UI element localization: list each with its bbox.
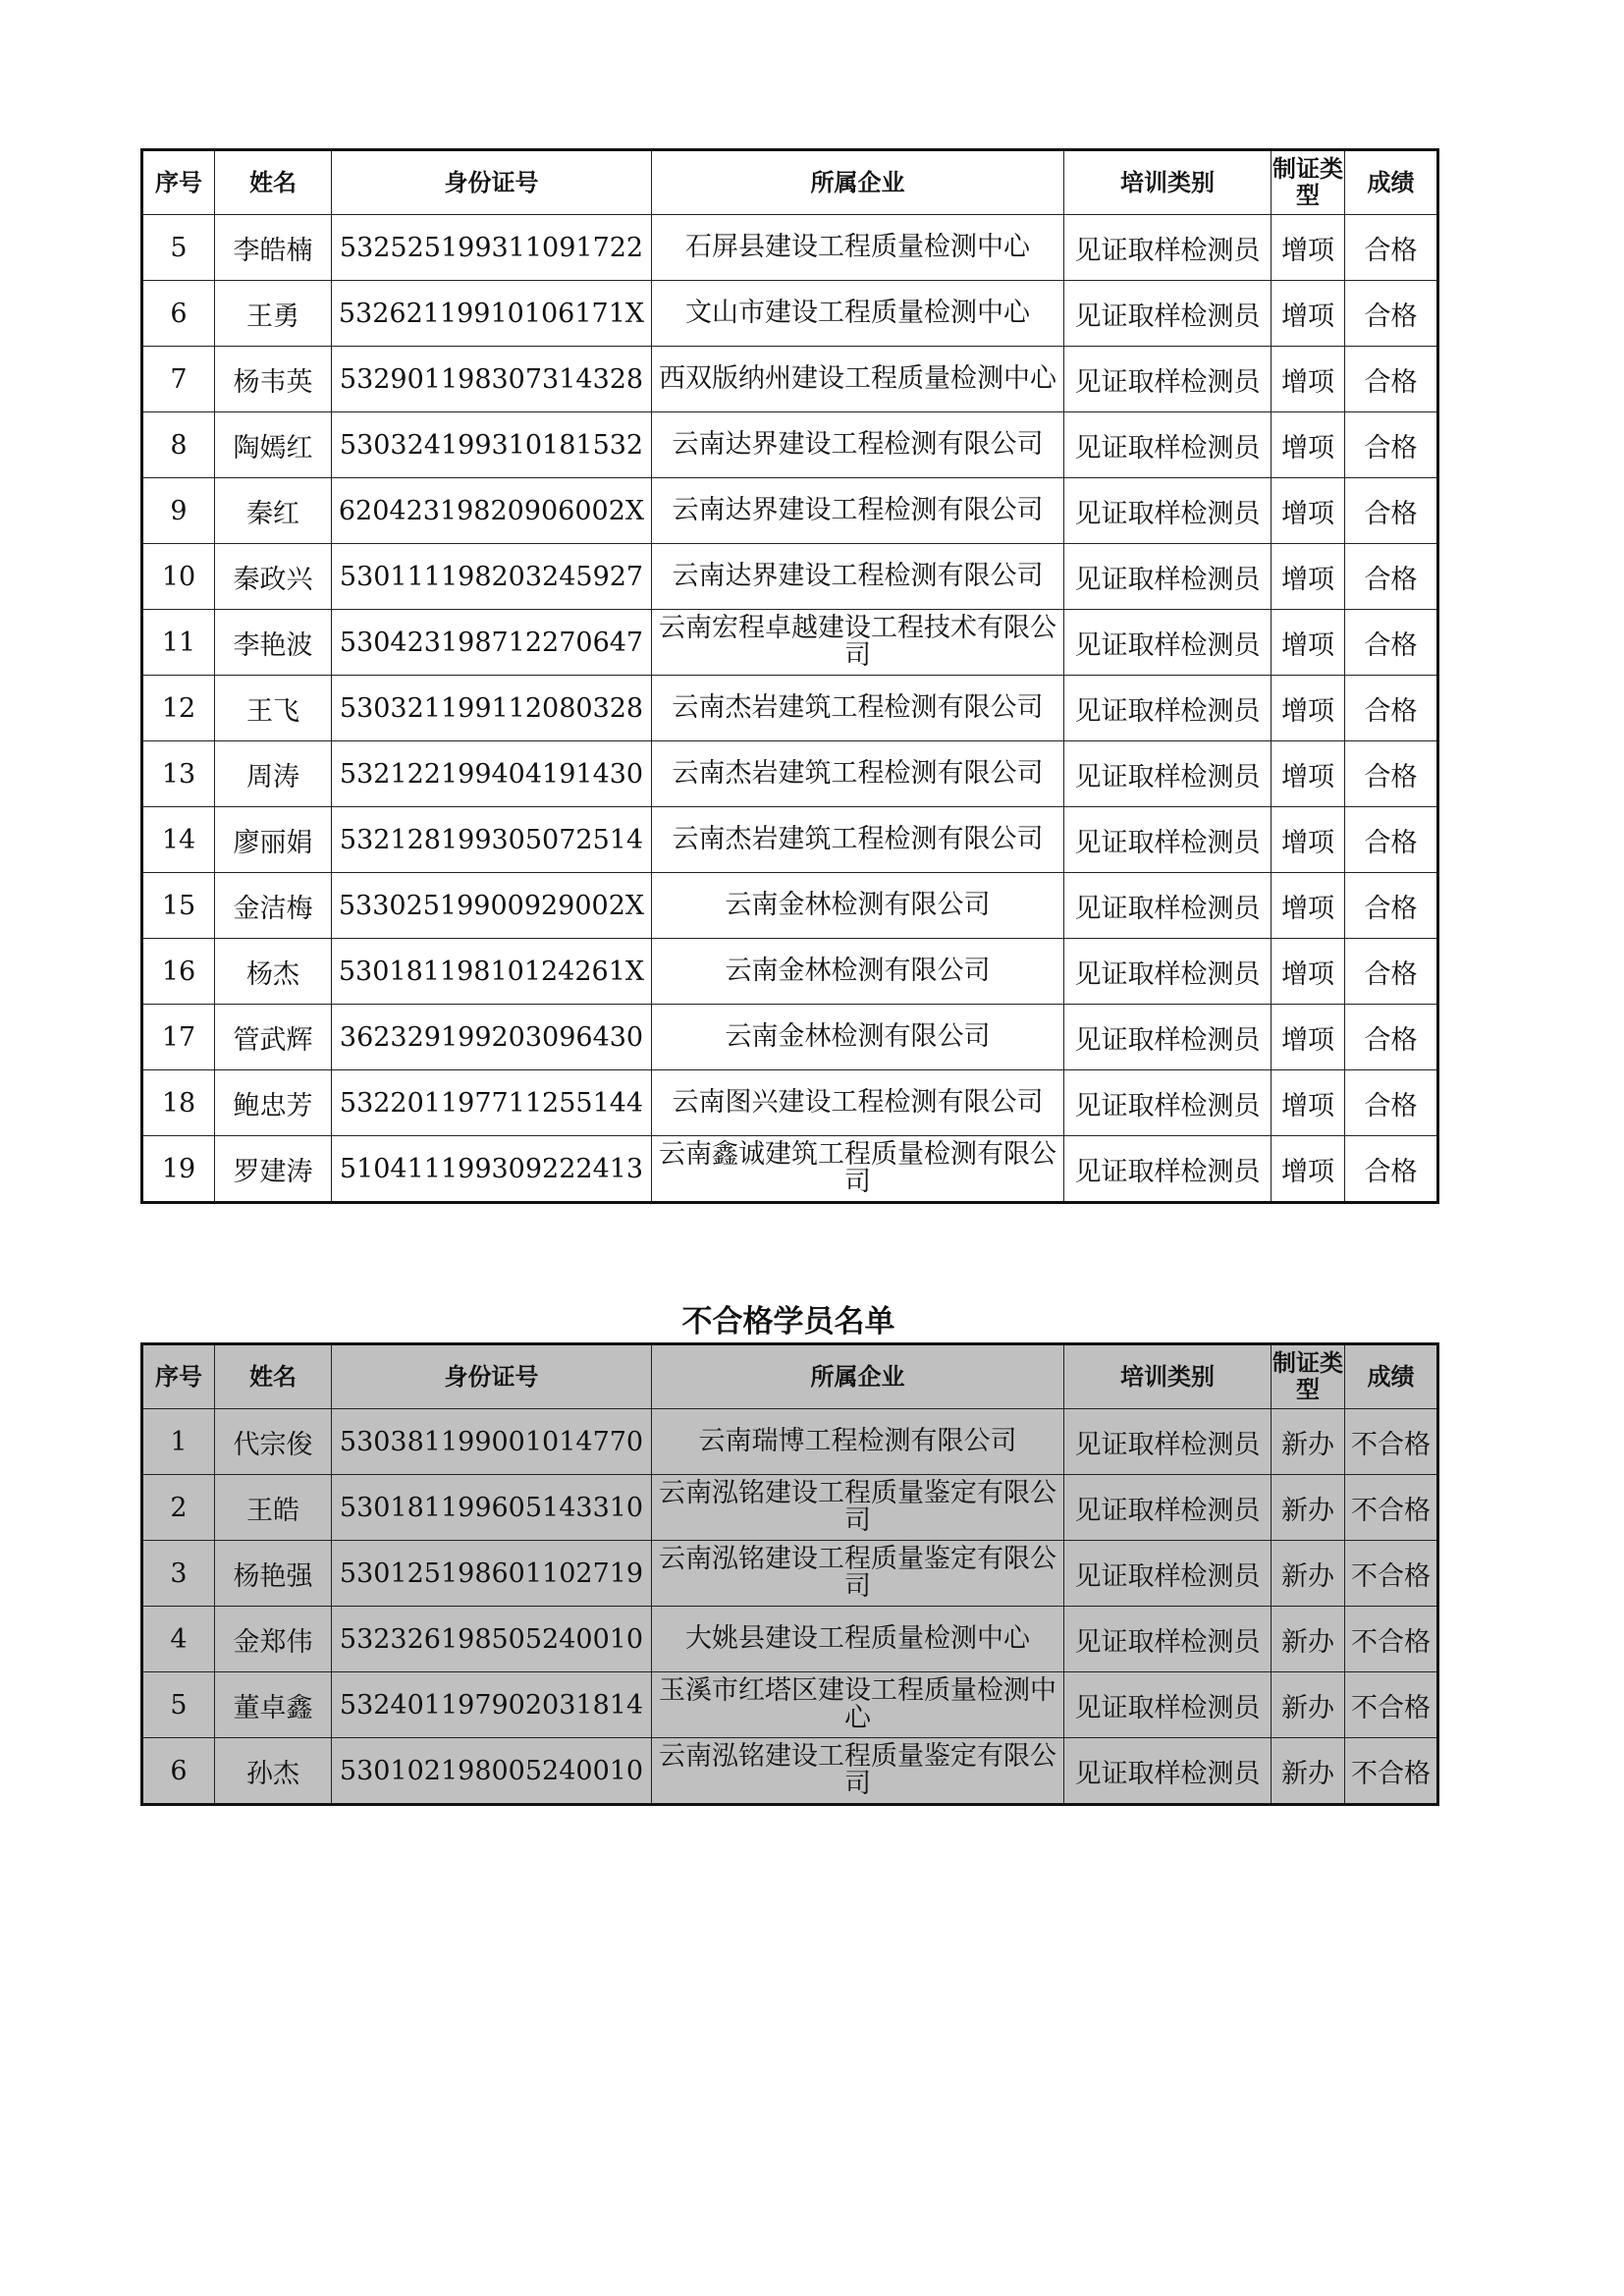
table-row	[142, 1607, 1438, 1672]
table-row	[142, 807, 1438, 873]
cell-cert-type: 新办	[1272, 1541, 1345, 1607]
table-row	[142, 347, 1438, 412]
company-name-text: 云南瑞博工程检测有限公司	[698, 1426, 1017, 1456]
cell-no: 6	[142, 281, 215, 347]
cell-category: 见证取样检测员	[1064, 741, 1272, 807]
cell-cert-type: 新办	[1272, 1607, 1345, 1672]
cell-id-number: 532401197902031814	[332, 1672, 652, 1738]
cell-no: 6	[142, 1738, 215, 1805]
table-row	[142, 281, 1438, 347]
cell-no: 13	[142, 741, 215, 807]
cell-cert-type: 增项	[1272, 741, 1345, 807]
cell-name: 陶嫣红	[215, 412, 332, 478]
table-row	[142, 1475, 1438, 1541]
passed-table-body	[142, 215, 1438, 1203]
cell-name: 杨韦英	[215, 347, 332, 412]
table-row	[142, 1541, 1438, 1607]
header-company: 所属企业	[652, 1344, 1064, 1409]
cell-category: 见证取样检测员	[1064, 1136, 1272, 1203]
cell-id-number: 530181199605143310	[332, 1475, 652, 1541]
cell-result: 合格	[1345, 478, 1438, 544]
cell-no: 5	[142, 215, 215, 281]
cell-name: 金郑伟	[215, 1607, 332, 1672]
cell-id-number: 532128199305072514	[332, 807, 652, 873]
cell-id-number: 532201197711255144	[332, 1070, 652, 1136]
cell-company	[652, 1541, 1064, 1607]
header-cert-type: 制证类型	[1272, 1344, 1345, 1409]
cell-name: 李艳波	[215, 610, 332, 676]
cell-company	[652, 807, 1064, 873]
cell-cert-type: 增项	[1272, 807, 1345, 873]
cell-company	[652, 1607, 1064, 1672]
company-name-text: 云南泓铭建设工程质量鉴定有限公司	[659, 1544, 1056, 1602]
cell-cert-type: 新办	[1272, 1738, 1345, 1805]
company-name-text: 云南达界建设工程检测有限公司	[672, 495, 1044, 525]
cell-name: 金洁梅	[215, 873, 332, 939]
cell-company	[652, 873, 1064, 939]
cell-name: 杨杰	[215, 939, 332, 1005]
cell-category: 见证取样检测员	[1064, 676, 1272, 741]
header-id: 身份证号	[332, 1344, 652, 1409]
table-row	[142, 215, 1438, 281]
cell-id-number: 53302519900929002X	[332, 873, 652, 939]
header-company: 所属企业	[652, 150, 1064, 215]
cell-result: 合格	[1345, 807, 1438, 873]
table-header-row	[142, 150, 1438, 215]
cell-no: 14	[142, 807, 215, 873]
header-cert-type: 制证类型	[1272, 150, 1345, 215]
company-name-text: 云南达界建设工程检测有限公司	[672, 561, 1044, 591]
cell-result: 合格	[1345, 1070, 1438, 1136]
table-row	[142, 873, 1438, 939]
passed-students-table	[140, 148, 1439, 1204]
cell-no: 17	[142, 1005, 215, 1070]
company-name-text: 云南金林检测有限公司	[725, 1021, 991, 1052]
cell-cert-type: 新办	[1272, 1672, 1345, 1738]
cell-id-number: 530102198005240010	[332, 1738, 652, 1805]
cell-result: 合格	[1345, 281, 1438, 347]
cell-name: 秦政兴	[215, 544, 332, 610]
cell-category: 见证取样检测员	[1064, 1607, 1272, 1672]
cell-id-number: 510411199309222413	[332, 1136, 652, 1203]
cell-category: 见证取样检测员	[1064, 544, 1272, 610]
cell-id-number: 532525199311091722	[332, 215, 652, 281]
cell-name: 罗建涛	[215, 1136, 332, 1203]
cell-id-number: 530423198712270647	[332, 610, 652, 676]
table-header-row	[142, 1344, 1438, 1409]
cell-company	[652, 347, 1064, 412]
cell-company	[652, 741, 1064, 807]
cell-result: 合格	[1345, 610, 1438, 676]
cell-no: 3	[142, 1541, 215, 1607]
cell-cert-type: 新办	[1272, 1409, 1345, 1475]
cell-cert-type: 增项	[1272, 215, 1345, 281]
cell-id-number: 53018119810124261X	[332, 939, 652, 1005]
cell-result: 合格	[1345, 873, 1438, 939]
company-name-text: 西双版纳州建设工程质量检测中心	[659, 363, 1056, 394]
cell-cert-type: 增项	[1272, 347, 1345, 412]
company-name-text: 云南金林检测有限公司	[725, 890, 991, 920]
cell-result: 合格	[1345, 676, 1438, 741]
cell-company	[652, 676, 1064, 741]
cell-cert-type: 新办	[1272, 1475, 1345, 1541]
cell-result: 不合格	[1345, 1541, 1438, 1607]
cell-cert-type: 增项	[1272, 544, 1345, 610]
company-name-text: 云南泓铭建设工程质量鉴定有限公司	[659, 1741, 1056, 1799]
failed-students-table	[140, 1342, 1439, 1806]
cell-name: 杨艳强	[215, 1541, 332, 1607]
cell-category: 见证取样检测员	[1064, 1005, 1272, 1070]
cell-result: 合格	[1345, 1136, 1438, 1203]
cell-name: 王皓	[215, 1475, 332, 1541]
failed-table-body	[142, 1409, 1438, 1805]
cell-id-number: 532122199404191430	[332, 741, 652, 807]
cell-cert-type: 增项	[1272, 676, 1345, 741]
cell-no: 5	[142, 1672, 215, 1738]
cell-company	[652, 1005, 1064, 1070]
cell-id-number: 532326198505240010	[332, 1607, 652, 1672]
cell-company	[652, 610, 1064, 676]
company-name-text: 大姚县建设工程质量检测中心	[685, 1623, 1030, 1654]
cell-no: 1	[142, 1409, 215, 1475]
cell-id-number: 530125198601102719	[332, 1541, 652, 1607]
cell-category: 见证取样检测员	[1064, 347, 1272, 412]
cell-cert-type: 增项	[1272, 478, 1345, 544]
cell-no: 12	[142, 676, 215, 741]
cell-name: 王勇	[215, 281, 332, 347]
header-category: 培训类别	[1064, 1344, 1272, 1409]
header-name: 姓名	[215, 1344, 332, 1409]
table-row	[142, 412, 1438, 478]
cell-result: 不合格	[1345, 1475, 1438, 1541]
header-no: 序号	[142, 150, 215, 215]
cell-no: 11	[142, 610, 215, 676]
cell-name: 秦红	[215, 478, 332, 544]
cell-company	[652, 215, 1064, 281]
company-name-text: 文山市建设工程质量检测中心	[685, 298, 1030, 328]
header-result: 成绩	[1345, 1344, 1438, 1409]
company-name-text: 云南宏程卓越建设工程技术有限公司	[659, 613, 1056, 671]
cell-cert-type: 增项	[1272, 1005, 1345, 1070]
table-row	[142, 1738, 1438, 1805]
cell-result: 不合格	[1345, 1607, 1438, 1672]
cell-no: 16	[142, 939, 215, 1005]
cell-name: 孙杰	[215, 1738, 332, 1805]
cell-company	[652, 478, 1064, 544]
cell-id-number: 530381199001014770	[332, 1409, 652, 1475]
table-row	[142, 741, 1438, 807]
cell-name: 鲍忠芳	[215, 1070, 332, 1136]
cell-category: 见证取样检测员	[1064, 215, 1272, 281]
header-result: 成绩	[1345, 150, 1438, 215]
cell-name: 廖丽娟	[215, 807, 332, 873]
cell-company	[652, 412, 1064, 478]
cell-result: 合格	[1345, 741, 1438, 807]
table-row	[142, 544, 1438, 610]
header-id: 身份证号	[332, 150, 652, 215]
cell-result: 合格	[1345, 347, 1438, 412]
cell-company	[652, 1409, 1064, 1475]
cell-id-number: 62042319820906002X	[332, 478, 652, 544]
table-row	[142, 610, 1438, 676]
company-name-text: 云南杰岩建筑工程检测有限公司	[672, 824, 1044, 854]
cell-category: 见证取样检测员	[1064, 939, 1272, 1005]
cell-id-number: 532901198307314328	[332, 347, 652, 412]
cell-result: 合格	[1345, 215, 1438, 281]
cell-name: 代宗俊	[215, 1409, 332, 1475]
cell-cert-type: 增项	[1272, 939, 1345, 1005]
cell-company	[652, 1070, 1064, 1136]
company-name-text: 云南杰岩建筑工程检测有限公司	[672, 758, 1044, 789]
cell-id-number: 530321199112080328	[332, 676, 652, 741]
cell-name: 周涛	[215, 741, 332, 807]
cell-no: 8	[142, 412, 215, 478]
table-row	[142, 1005, 1438, 1070]
cell-category: 见证取样检测员	[1064, 807, 1272, 873]
cell-name: 管武辉	[215, 1005, 332, 1070]
table-row	[142, 478, 1438, 544]
cell-no: 2	[142, 1475, 215, 1541]
cell-id-number: 530111198203245927	[332, 544, 652, 610]
cell-category: 见证取样检测员	[1064, 873, 1272, 939]
company-name-text: 云南杰岩建筑工程检测有限公司	[672, 692, 1044, 723]
cell-cert-type: 增项	[1272, 281, 1345, 347]
company-name-text: 云南鑫诚建筑工程质量检测有限公司	[659, 1139, 1056, 1197]
cell-company	[652, 1475, 1064, 1541]
cell-result: 合格	[1345, 544, 1438, 610]
cell-category: 见证取样检测员	[1064, 1070, 1272, 1136]
cell-category: 见证取样检测员	[1064, 1738, 1272, 1805]
cell-result: 合格	[1345, 412, 1438, 478]
table-row	[142, 939, 1438, 1005]
cell-name: 董卓鑫	[215, 1672, 332, 1738]
failed-section-title: 不合格学员名单	[681, 1304, 895, 1339]
cell-cert-type: 增项	[1272, 873, 1345, 939]
table-row	[142, 1672, 1438, 1738]
cell-no: 10	[142, 544, 215, 610]
cell-category: 见证取样检测员	[1064, 281, 1272, 347]
cell-cert-type: 增项	[1272, 1136, 1345, 1203]
cell-result: 不合格	[1345, 1738, 1438, 1805]
cell-result: 不合格	[1345, 1409, 1438, 1475]
company-name-text: 云南达界建设工程检测有限公司	[672, 429, 1044, 460]
table-row	[142, 1070, 1438, 1136]
cell-company	[652, 1738, 1064, 1805]
cell-company	[652, 1136, 1064, 1203]
cell-category: 见证取样检测员	[1064, 478, 1272, 544]
header-no: 序号	[142, 1344, 215, 1409]
cell-no: 18	[142, 1070, 215, 1136]
cell-result: 合格	[1345, 1005, 1438, 1070]
table-row	[142, 676, 1438, 741]
cell-category: 见证取样检测员	[1064, 1475, 1272, 1541]
cell-no: 19	[142, 1136, 215, 1203]
company-name-text: 云南金林检测有限公司	[725, 956, 991, 986]
cell-cert-type: 增项	[1272, 610, 1345, 676]
cell-company	[652, 544, 1064, 610]
cell-category: 见证取样检测员	[1064, 1409, 1272, 1475]
cell-company	[652, 1672, 1064, 1738]
cell-no: 15	[142, 873, 215, 939]
company-name-text: 石屏县建设工程质量检测中心	[685, 232, 1030, 262]
cell-no: 9	[142, 478, 215, 544]
cell-result: 不合格	[1345, 1672, 1438, 1738]
header-category: 培训类别	[1064, 150, 1272, 215]
cell-company	[652, 939, 1064, 1005]
cell-cert-type: 增项	[1272, 412, 1345, 478]
company-name-text: 云南泓铭建设工程质量鉴定有限公司	[659, 1478, 1056, 1536]
cell-category: 见证取样检测员	[1064, 1541, 1272, 1607]
cell-id-number: 530324199310181532	[332, 412, 652, 478]
cell-cert-type: 增项	[1272, 1070, 1345, 1136]
company-name-text: 云南图兴建设工程检测有限公司	[672, 1087, 1044, 1118]
cell-no: 7	[142, 347, 215, 412]
header-name: 姓名	[215, 150, 332, 215]
cell-name: 王飞	[215, 676, 332, 741]
cell-company	[652, 281, 1064, 347]
table-row	[142, 1136, 1438, 1203]
cell-name: 李皓楠	[215, 215, 332, 281]
cell-category: 见证取样检测员	[1064, 1672, 1272, 1738]
cell-id-number: 362329199203096430	[332, 1005, 652, 1070]
cell-no: 4	[142, 1607, 215, 1672]
cell-category: 见证取样检测员	[1064, 610, 1272, 676]
cell-id-number: 53262119910106171X	[332, 281, 652, 347]
table-row	[142, 1409, 1438, 1475]
company-name-text: 玉溪市红塔区建设工程质量检测中心	[659, 1675, 1056, 1733]
cell-category: 见证取样检测员	[1064, 412, 1272, 478]
cell-result: 合格	[1345, 939, 1438, 1005]
